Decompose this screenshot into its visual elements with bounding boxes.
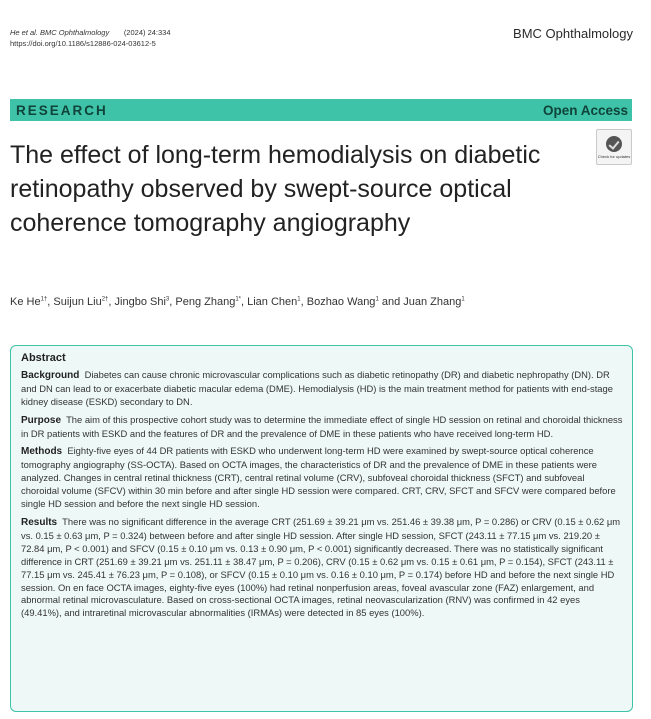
abstract-section-label: Methods — [21, 446, 63, 458]
abstract-background — [21, 369, 623, 409]
author-list: Ke $He^{1\dagger}$, Suijun Liu$^{2\dagger}$, Jingbo Shi$^3$, Peng Zhang$^{1*}$, Lian Chen$^1$, Bozhao Wang$^1$ and Juan Zhang$^1$ — [10, 296, 465, 308]
abstract-box — [10, 345, 633, 712]
author-name: Peng Zhang — [175, 296, 236, 308]
abstract-methods — [21, 445, 623, 511]
abstract-sections — [21, 369, 623, 620]
abstract-section-label: Background — [21, 369, 80, 381]
author-name: Juan Zhang — [403, 296, 462, 308]
abstract-section-text: There was no significant difference in the average CRT (251.69 ± 39.21 μm vs. 251.46 ± 39.38 μm, P = 0.286) or CRV (0.15 ± 0.62 μm vs. 0.15 ± 0.63 μm, P = 0.324) between before and after single HD session. After single HD session, SFCT (243.11 ± 77.15 μm vs. 219.20 ± 72.84 μm, P < 0.001) and SFCV (0.15 ± 0.10 μm vs. 0.13 ± 0.90 μm, P < 0.001) significantly decreased. There was no statistically significant difference in CRT (251.69 ± 39.21 μm vs. 251.11 ± 38.47 μm, P = 0.206), CRV (0.15 ± 0.62 μm vs. 0.15 ± 0.61 μm, P = 0.154), SFCT (243.11 ± 77.15 μm vs. 245.41 ± 76.23 μm, P = 0.108), or SFCV (0.15 ± 0.10 μm vs. 0.16 ± 0.10 μm, P = 0.174) before HD and before the next single HD session. On en face OCTA images, eighty-five eyes (100%) had retinal nonperfusion areas, foveal avascular zone (FAZ) enlargement, and abnormal retinal microvasculature. Based on cross-sectional OCTA images, retinal neovascularization (RNV) was confirmed in 42 eyes (49.41%), and intraretinal microvascular abnormalities (IRMAs) were detected in 85 eyes (100%). — [21, 515, 621, 619]
author[interactable] — [247, 296, 301, 308]
author[interactable] — [53, 296, 108, 308]
author-name: Ke He — [10, 296, 41, 308]
citation-authors: He et al. BMC Ophthalmology — [10, 28, 110, 37]
author-affiliation: 1 — [375, 296, 379, 303]
author[interactable] — [115, 296, 170, 308]
citation-year: (2024) 24:334 — [123, 28, 171, 37]
abstract-heading: Abstract — [21, 352, 66, 364]
author-name: Jingbo Shi — [114, 296, 166, 308]
check-for-updates-button[interactable] — [596, 129, 632, 165]
check-updates-label: Check for updates — [597, 153, 631, 159]
author-affiliation: 2† — [101, 296, 109, 303]
author-name: Bozhao Wang — [306, 296, 376, 308]
abstract-results — [21, 516, 623, 620]
author-affiliation: 1† — [40, 296, 48, 303]
author-affiliation: 1 — [297, 296, 301, 303]
author-name: Suijun Liu — [53, 296, 102, 308]
author[interactable] — [307, 296, 379, 308]
abstract-section-text: Eighty-five eyes of 44 DR patients with ESKD who underwent long-term HD were examined by swept-source optical coherence tomography angiography (SS-OCTA). Based on OCTA images, the characteristics of DR and the prevalence of DME in these patients were analyzed. Changes in central retinal thickness (CRT), central retinal volume (CRV), subfoveal choroidal thickness (SFCT) and subfoveal choroidal volume (SFCV) within 30 min before and after single HD session were compared. CRT, CRV, SFCT and SFCV were compared before single HD session and before the next single HD session. — [21, 445, 616, 510]
citation-block — [10, 27, 171, 49]
author-affiliation: 3 — [165, 296, 170, 303]
author-name: Lian Chen — [247, 296, 298, 308]
section-label: RESEARCH — [16, 102, 108, 118]
author-affiliation: 1* — [235, 296, 241, 303]
article-title: The effect of long-term hemodialysis on diabetic retinopathy observed by swept-source optical coherence tomography angiography — [10, 141, 541, 237]
abstract-section-label: Purpose — [21, 414, 62, 426]
open-access-label: Open Access — [542, 102, 628, 118]
doi-link[interactable]: https://doi.org/10.1186/s12886-024-03612-5 — [10, 39, 156, 48]
abstract-section-label: Results — [21, 516, 58, 528]
author-affiliation: 1 — [461, 296, 465, 303]
research-banner — [10, 99, 632, 121]
abstract-purpose — [21, 414, 623, 441]
check-updates-icon — [606, 136, 622, 152]
author[interactable] — [403, 296, 464, 308]
abstract-section-text: The aim of this prospective cohort study was to determine the immediate effect of single HD session on retinal and choroidal thickness in DR patients with ESKD and the features of DR and the prevalence of DME in these patients who have received long-term HD. — [21, 413, 623, 439]
journal-name: BMC Ophthalmology — [513, 26, 633, 41]
abstract-section-text: Diabetes can cause chronic microvascular complications such as diabetic retinopathy (DR) and diabetic nephropathy (DN). DR and DN can lead to or exacerbate diabetic macular edema (DME). Hemodialysis (HD) is the main treatment method for patients with end-stage kidney disease (ESKD) secondary to DN. — [21, 368, 613, 407]
author[interactable] — [175, 296, 241, 308]
author[interactable] — [10, 296, 47, 308]
